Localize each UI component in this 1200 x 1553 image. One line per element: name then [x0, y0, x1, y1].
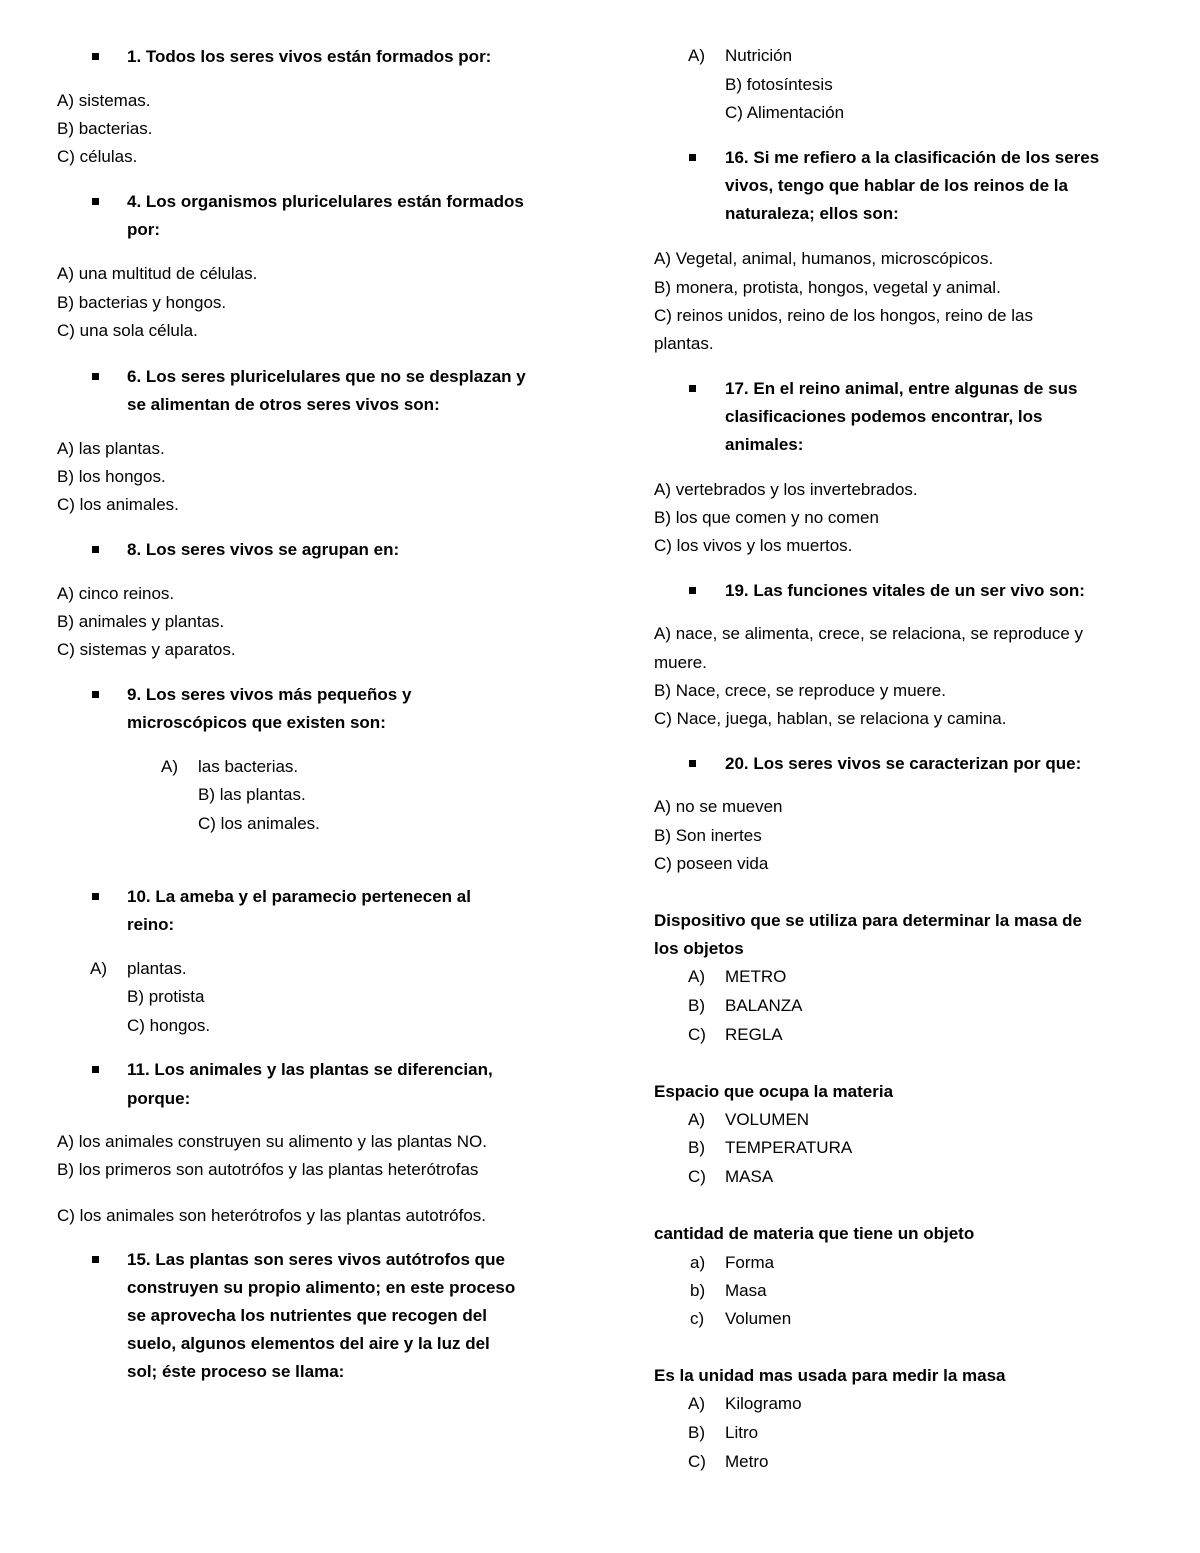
question-20: 20. Los seres vivos se caracterizan por que: — [725, 754, 1082, 773]
q8-option-c: C) sistemas y aparatos. — [57, 640, 236, 659]
mq2-marker-c: C) — [688, 1167, 706, 1186]
question-9-line-1: 9. Los seres vivos más pequeños y — [127, 685, 412, 704]
q10-option-c: C) hongos. — [127, 1016, 211, 1035]
q4-option-c: C) una sola célula. — [57, 321, 198, 340]
mq3-marker-b: b) — [690, 1281, 706, 1300]
q11-option-b: B) los primeros son autotrófos y las plantas heterótrofas — [57, 1160, 479, 1179]
mq2-option-c: MASA — [725, 1167, 774, 1186]
q19-option-a: A) nace, se alimenta, crece, se relaciona, se reproduce y — [654, 624, 1083, 643]
q19-option-c: C) Nace, juega, hablan, se relaciona y camina. — [654, 709, 1007, 728]
q20-option-a: A) no se mueven — [654, 797, 783, 816]
bullet-icon — [689, 587, 696, 594]
mq3-option-c: Volumen — [725, 1309, 792, 1328]
mq4-option-a: Kilogramo — [725, 1394, 802, 1413]
question-15-line-4: suelo, algunos elementos del aire y la luz del — [127, 1334, 490, 1353]
q17-option-a: A) vertebrados y los invertebrados. — [654, 480, 918, 499]
q20-option-c: C) poseen vida — [654, 854, 769, 873]
mq3-option-b: Masa — [725, 1281, 767, 1300]
q1-option-b: B) bacterias. — [57, 119, 153, 138]
mq4-marker-b: B) — [688, 1423, 705, 1442]
q16-option-a: A) Vegetal, animal, humanos, microscópicos. — [654, 249, 994, 268]
q9-option-b: B) las plantas. — [198, 785, 306, 804]
bullet-icon — [689, 154, 696, 161]
q8-option-b: B) animales y plantas. — [57, 612, 225, 631]
question-15-line-2: construyen su propio alimento; en este proceso — [127, 1278, 516, 1297]
mq3-option-a: Forma — [725, 1253, 775, 1272]
q6-option-a: A) las plantas. — [57, 439, 165, 458]
q1-option-a: A) sistemas. — [57, 91, 151, 110]
question-17-line-3: animales: — [725, 435, 804, 454]
question-17-line-2: clasificaciones podemos encontrar, los — [725, 407, 1043, 426]
mass-question-1-line-2: los objetos — [654, 939, 744, 958]
mq2-marker-b: B) — [688, 1138, 705, 1157]
question-9-line-2: microscópicos que existen son: — [127, 713, 386, 732]
q17-option-c: C) los vivos y los muertos. — [654, 536, 853, 555]
q15-option-a-marker: A) — [688, 46, 705, 65]
q15-option-b: B) fotosíntesis — [725, 75, 833, 94]
question-16-line-1: 16. Si me refiero a la clasificación de los seres — [725, 148, 1100, 167]
mq1-marker-a: A) — [688, 967, 705, 986]
mass-question-1-line-1: Dispositivo que se utiliza para determinar la masa de — [654, 911, 1082, 930]
mq4-marker-a: A) — [688, 1394, 705, 1413]
q19-option-b: B) Nace, crece, se reproduce y muere. — [654, 681, 946, 700]
mq2-marker-a: A) — [688, 1110, 705, 1129]
q11-option-c: C) los animales son heterótrofos y las plantas autotrófos. — [57, 1206, 486, 1225]
mq1-marker-b: B) — [688, 996, 705, 1015]
mq2-option-a: VOLUMEN — [725, 1110, 810, 1129]
bullet-icon — [689, 760, 696, 767]
mass-question-2: Espacio que ocupa la materia — [654, 1082, 894, 1101]
q10-option-b: B) protista — [127, 987, 205, 1006]
q6-option-b: B) los hongos. — [57, 467, 166, 486]
q6-option-c: C) los animales. — [57, 495, 179, 514]
mq4-option-b: Litro — [725, 1423, 759, 1442]
q16-option-c-cont: plantas. — [654, 334, 714, 353]
q8-option-a: A) cinco reinos. — [57, 584, 175, 603]
mass-question-4: Es la unidad mas usada para medir la masa — [654, 1366, 1006, 1385]
question-6-line-1: 6. Los seres pluricelulares que no se desplazan y — [127, 367, 526, 386]
q11-option-a: A) los animales construyen su alimento y las plantas NO. — [57, 1132, 487, 1151]
mq1-option-c: REGLA — [725, 1025, 783, 1044]
q4-option-a: A) una multitud de células. — [57, 264, 258, 283]
q17-option-b: B) los que comen y no comen — [654, 508, 879, 527]
question-15-line-3: se aprovecha los nutrientes que recogen del — [127, 1306, 487, 1325]
question-4-line-2: por: — [127, 220, 161, 239]
mq4-option-c: Metro — [725, 1452, 769, 1471]
q20-option-b: B) Son inertes — [654, 826, 762, 845]
mq2-option-b: TEMPERATURA — [725, 1138, 853, 1157]
bullet-icon — [689, 385, 696, 392]
mq3-marker-a: a) — [690, 1253, 706, 1272]
question-19: 19. Las funciones vitales de un ser vivo son: — [725, 581, 1085, 600]
question-6-line-2: se alimentan de otros seres vivos son: — [127, 395, 440, 414]
question-1: 1. Todos los seres vivos están formados por: — [127, 47, 492, 66]
q19-option-a-cont: muere. — [654, 653, 707, 672]
mass-question-3: cantidad de materia que tiene un objeto — [654, 1224, 975, 1243]
question-16-line-2: vivos, tengo que hablar de los reinos de la — [725, 176, 1068, 195]
question-11-line-1: 11. Los animales y las plantas se diferencian, — [127, 1060, 493, 1079]
question-16-line-3: naturaleza; ellos son: — [725, 204, 899, 223]
q10-option-a: plantas. — [127, 959, 187, 978]
question-10-line-1: 10. La ameba y el paramecio pertenecen al — [127, 887, 471, 906]
mq3-marker-c: c) — [690, 1309, 705, 1328]
question-4-line-1: 4. Los organismos pluricelulares están formados — [127, 192, 524, 211]
q9-option-a-marker: A) — [161, 757, 178, 776]
q9-option-a: las bacterias. — [198, 757, 299, 776]
q4-option-b: B) bacterias y hongos. — [57, 293, 227, 312]
q15-option-c: C) Alimentación — [725, 103, 845, 122]
question-17-line-1: 17. En el reino animal, entre algunas de sus — [725, 379, 1078, 398]
q15-option-a: Nutrición — [725, 46, 793, 65]
mq1-option-a: METRO — [725, 967, 787, 986]
q16-option-c: C) reinos unidos, reino de los hongos, reino de las — [654, 306, 1033, 325]
question-15-line-5: sol; éste proceso se llama: — [127, 1362, 345, 1381]
q1-option-c: C) células. — [57, 147, 138, 166]
question-10-line-2: reino: — [127, 915, 175, 934]
question-11-line-2: porque: — [127, 1089, 191, 1108]
question-15-line-1: 15. Las plantas son seres vivos autótrofos que — [127, 1250, 505, 1269]
q9-option-c: C) los animales. — [198, 814, 320, 833]
question-8: 8. Los seres vivos se agrupan en: — [127, 540, 400, 559]
mq1-option-b: BALANZA — [725, 996, 803, 1015]
mq4-marker-c: C) — [688, 1452, 706, 1471]
q10-option-a-marker: A) — [90, 959, 107, 978]
q16-option-b: B) monera, protista, hongos, vegetal y animal. — [654, 278, 1001, 297]
mq1-marker-c: C) — [688, 1025, 706, 1044]
